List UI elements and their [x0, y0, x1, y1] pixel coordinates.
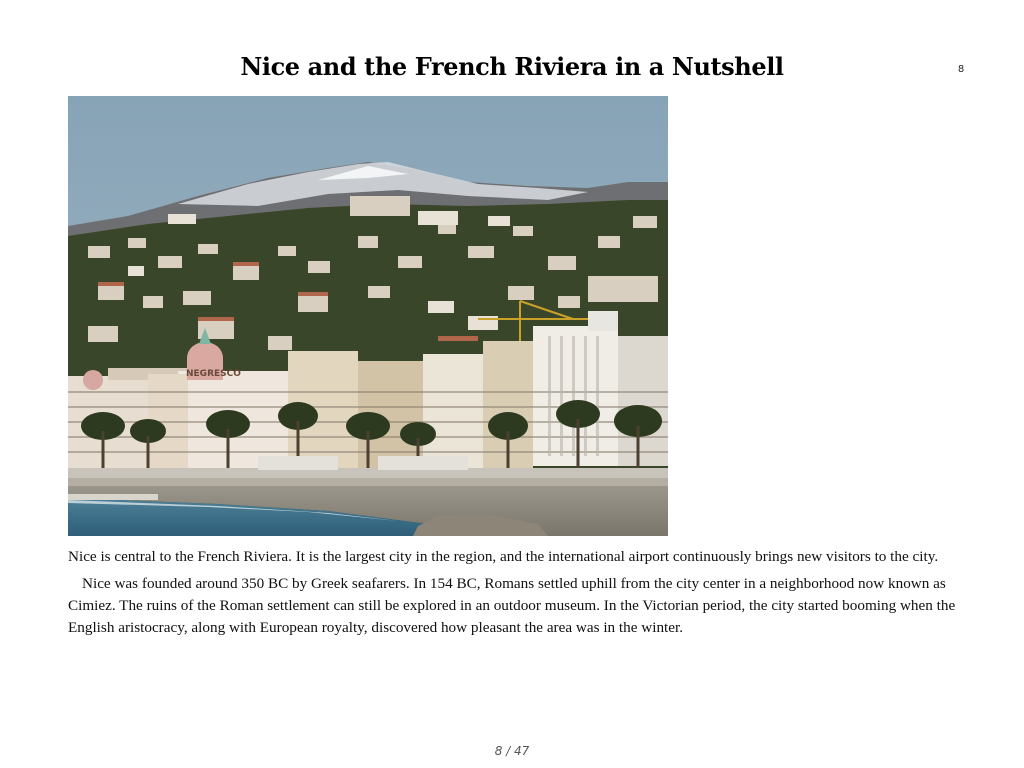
page-number: 8	[957, 64, 965, 75]
negresco-sign: NEGRESCO	[186, 369, 241, 379]
page-title: Nice and the French Riviera in a Nutshell	[240, 52, 784, 81]
body-text	[68, 546, 958, 644]
paragraph-intro: Nice is central to the French Riviera. It is the largest city in the region, and the international airport continuously brings new visitors to the city.	[68, 548, 939, 565]
paragraph-history: Nice was founded around 350 BC by Greek seafarers. In 154 BC, Romans settled uphill from the city center in a neighborhood now known as Cimiez. The ruins of the Roman settlement can still be explored in an outdoor museum. In the Victorian period, the city started booming when the English aristocracy, along with European royalty, discovered how pleasant the area was in the winter.	[68, 575, 956, 636]
nice-waterfront-photo	[68, 96, 668, 536]
page-indicator: 8 / 47	[494, 744, 530, 758]
